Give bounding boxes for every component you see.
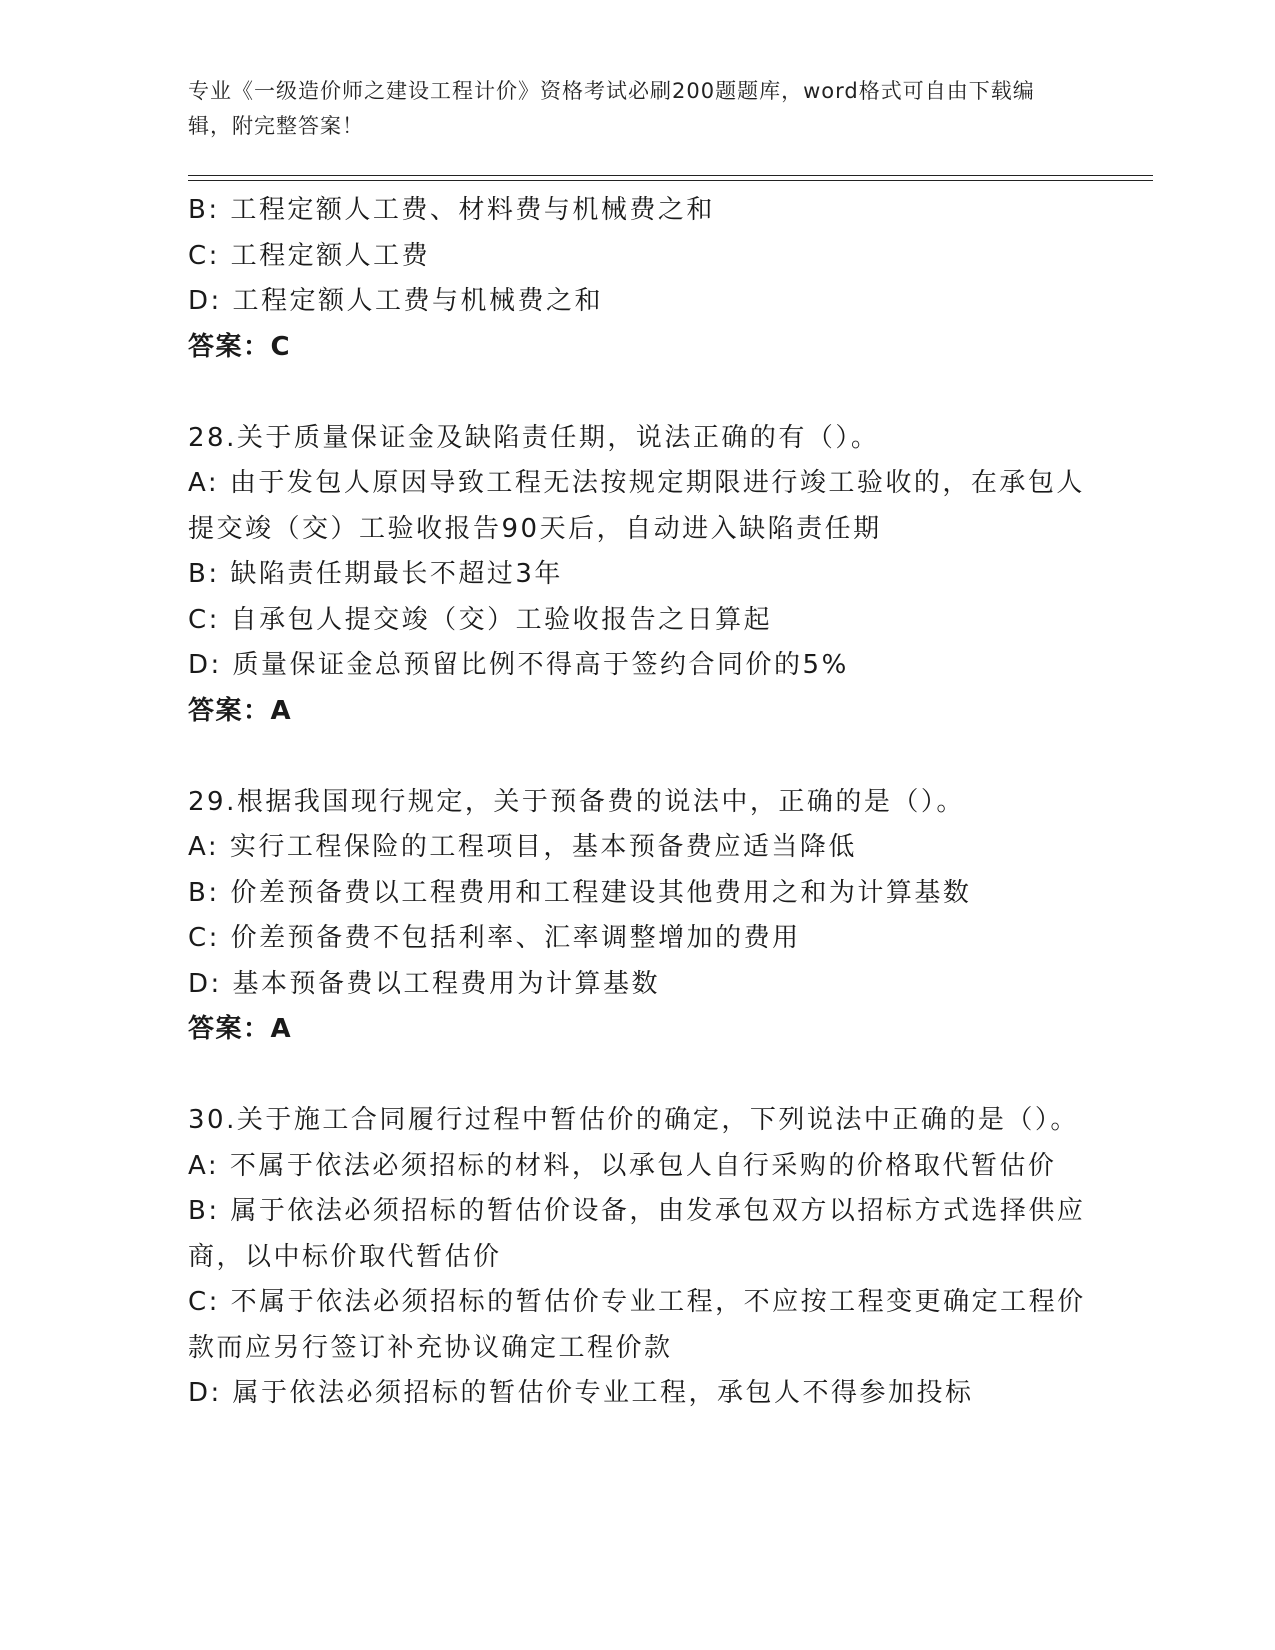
- answer-label: 答案：A: [188, 1014, 293, 1044]
- option-c: C: 价差预备费不包括利率、汇率调整增加的费用: [188, 923, 801, 953]
- option-c: C: 自承包人提交竣（交）工验收报告之日算起: [188, 604, 773, 635]
- question-30: 30.关于施工合同履行过程中暂估价的确定，下列说法中正确的是（）。: [188, 1105, 1079, 1135]
- option-b: B: 缺陷责任期最长不超过3年: [188, 559, 563, 589]
- option-d: D: 质量保证金总预留比例不得高于签约合同价的5%: [188, 650, 849, 680]
- option-b: B: 价差预备费以工程费用和工程建设其他费用之和为计算基数: [188, 877, 972, 908]
- answer-label: 答案：A: [188, 695, 293, 726]
- option-a: A: 实行工程保险的工程项目，基本预备费应适当降低: [188, 832, 857, 862]
- answer-label: 答案：C: [188, 331, 292, 362]
- header-rule-top: [188, 175, 1153, 176]
- spacer: [188, 734, 1088, 780]
- question-29: 29.根据我国现行规定，关于预备费的说法中，正确的是（）。: [188, 786, 965, 817]
- option-a: A: 由于发包人原因导致工程无法按规定期限进行竣工验收的，在承包人提交竣（交）工验收报告90天后，自动进入缺陷责任期: [188, 468, 1085, 544]
- option-d: D: 工程定额人工费与机械费之和: [188, 286, 604, 316]
- option-c: C: 不属于依法必须招标的暂估价专业工程，不应按工程变更确定工程价款而应另行签订补充协议确定工程价款: [188, 1287, 1086, 1363]
- option-c: C: 工程定额人工费: [188, 240, 431, 271]
- option-b: B: 属于依法必须招标的暂估价设备，由发承包双方以招标方式选择供应商，以中标价取代暂估价: [188, 1196, 1086, 1272]
- question-28: 28.关于质量保证金及缺陷责任期，说法正确的有（）。: [188, 422, 880, 453]
- spacer: [188, 370, 1088, 416]
- option-a: A: 不属于依法必须招标的材料，以承包人自行采购的价格取代暂估价: [188, 1150, 1057, 1181]
- page-header: 专业《一级造价师之建设工程计价》资格考试必刷200题题库，word格式可自由下载编辑，附完整答案！: [188, 79, 1035, 138]
- option-b: B: 工程定额人工费、材料费与机械费之和: [188, 195, 715, 225]
- option-d: D: 属于依法必须招标的暂估价专业工程，承包人不得参加投标: [188, 1378, 974, 1408]
- question-content: [188, 188, 1088, 1417]
- spacer: [188, 1053, 1088, 1099]
- header-rule-bottom: [188, 180, 1153, 181]
- option-d: D: 基本预备费以工程费用为计算基数: [188, 968, 661, 999]
